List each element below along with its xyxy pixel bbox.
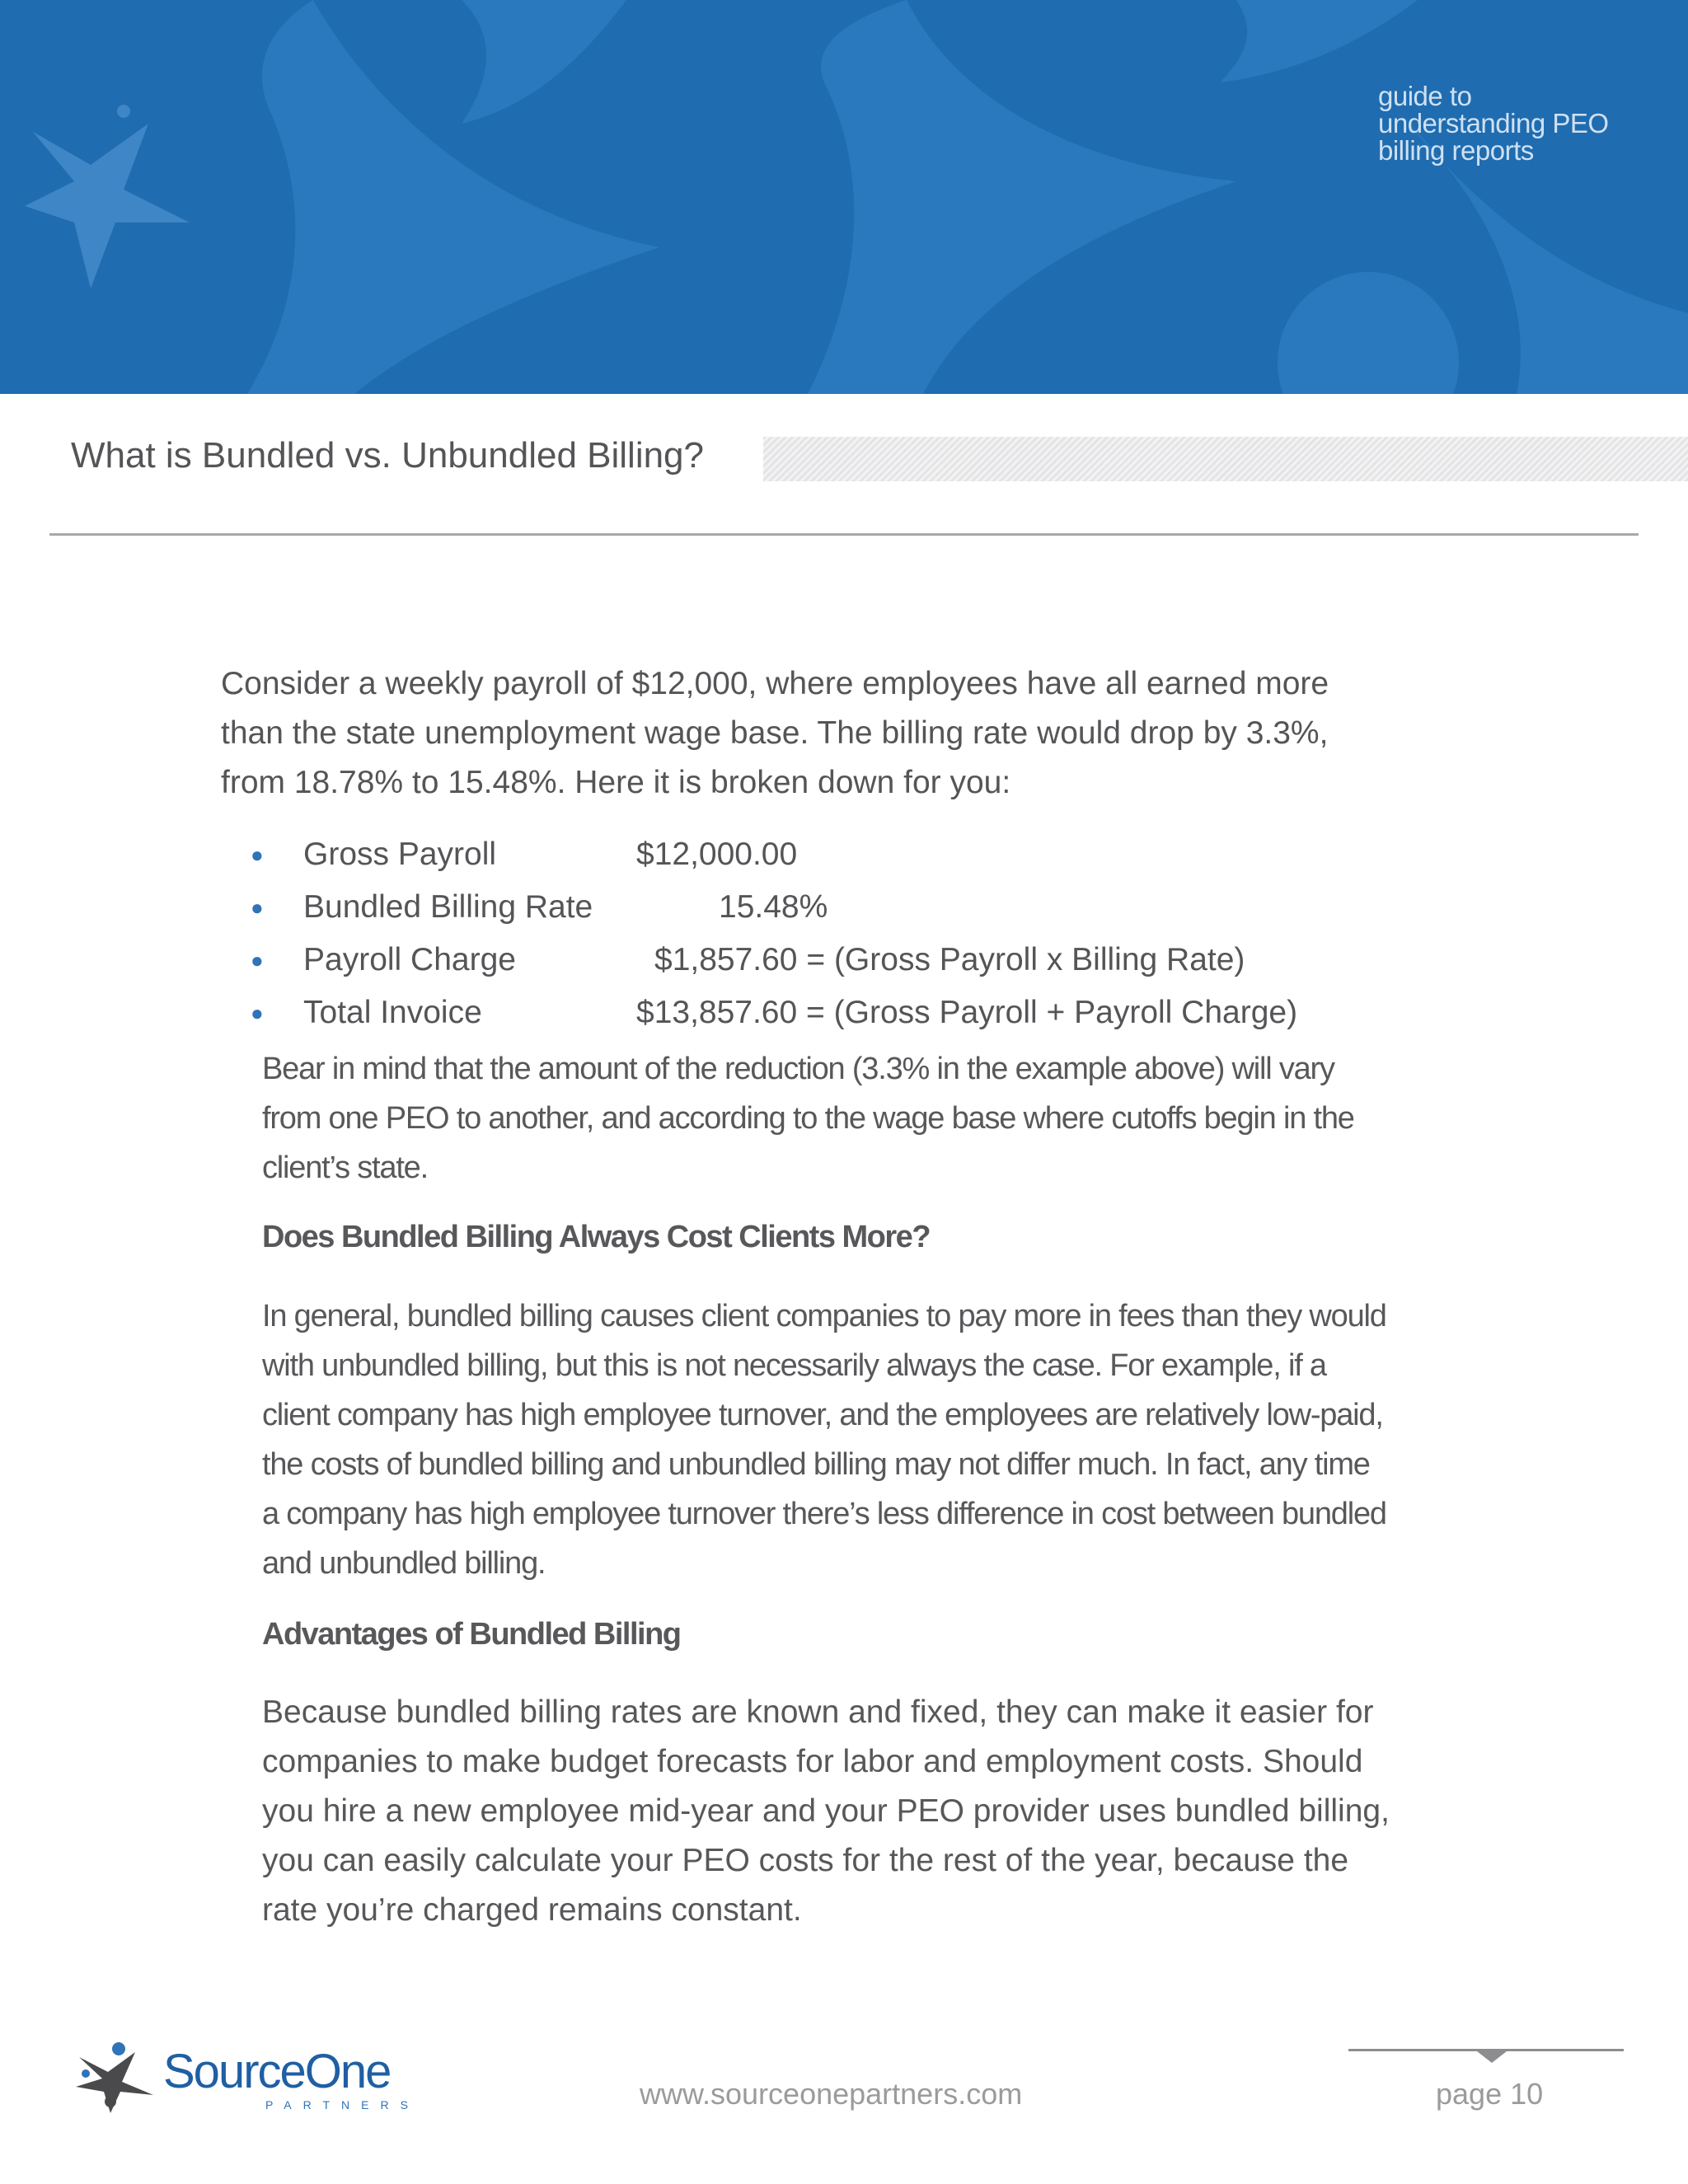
bullet-icon: ● xyxy=(251,895,264,920)
breakdown-label: Payroll Charge xyxy=(303,942,516,977)
header-logo-mark xyxy=(25,105,190,288)
sourceone-logo-icon xyxy=(71,2041,162,2115)
list-item xyxy=(221,828,1375,881)
breakdown-value: $1,857.60 = (Gross Payroll x Billing Rate) xyxy=(654,942,1245,977)
list-item xyxy=(221,934,1375,987)
breakdown-value: $12,000.00 xyxy=(636,837,798,872)
breakdown-label: Gross Payroll xyxy=(303,837,497,872)
bullet-icon: ● xyxy=(251,842,264,867)
list-item xyxy=(221,881,1375,934)
footer-url: www.sourceonepartners.com xyxy=(640,2077,1023,2111)
advantages-paragraph: Because bundled billing rates are known and fixed, they can make it easier for companies to make budget forecasts for labor and employment costs. Should you hire a new employee mid-year and your PEO provider uses bundled billing, you can easily calculate your PEO costs for the rest of the year, because the rate you’re charged remains constant. xyxy=(262,1694,1390,1928)
guide-line: understanding PEO xyxy=(1378,108,1609,138)
cost-heading: Does Bundled Billing Always Cost Clients More? xyxy=(262,1220,931,1254)
cost-paragraph: In general, bundled billing causes client companies to pay more in fees than they would with unbundled billing, but this is not necessarily always the case. For example, if a client company has high employee turnover, and the employees are relatively low-paid, the costs of bundled billing and unbundled billing may not differ much. In fact, any time a company has high employee turnover there’s less difference in cost between bundled and unbundled billing. xyxy=(262,1299,1386,1581)
bullet-icon: ● xyxy=(251,1001,264,1025)
section-title: What is Bundled vs. Unbundled Billing? xyxy=(71,435,705,476)
list-item xyxy=(221,987,1375,1039)
advantages-heading: Advantages of Bundled Billing xyxy=(262,1617,681,1652)
header-banner xyxy=(0,0,1688,394)
logo-wordmark: SourceOne xyxy=(163,2045,391,2098)
breakdown-label: Bundled Billing Rate xyxy=(303,889,593,925)
breakdown-label: Total Invoice xyxy=(303,995,482,1030)
title-divider xyxy=(49,533,1639,536)
guide-line: guide to xyxy=(1378,81,1472,111)
breakdown-list xyxy=(221,828,1375,1039)
title-texture-bar xyxy=(763,437,1688,481)
guide-line: billing reports xyxy=(1378,135,1534,166)
footer-pointer-icon xyxy=(1477,2051,1507,2063)
intro-paragraph: Consider a weekly payroll of $12,000, where employees have all earned more than the state unemployment wage base. The billing rate would drop by 3.3%, from 18.78% to 15.48%. Here it is broken down for you: xyxy=(221,666,1329,800)
banner-pattern xyxy=(0,0,1688,394)
page-number: page 10 xyxy=(1436,2077,1544,2111)
guide-title xyxy=(1378,82,1658,164)
bullet-icon: ● xyxy=(251,948,264,972)
breakdown-value: 15.48% xyxy=(719,889,828,925)
note-paragraph: Bear in mind that the amount of the reduction (3.3% in the example above) will vary from one PEO to another, and according to the wage base where cutoffs begin in the client’s state. xyxy=(262,1052,1354,1185)
logo-tagline: PARTNERS xyxy=(265,2098,420,2111)
footer-logo xyxy=(71,2041,420,2115)
breakdown-value: $13,857.60 = (Gross Payroll + Payroll Charge) xyxy=(636,995,1298,1030)
